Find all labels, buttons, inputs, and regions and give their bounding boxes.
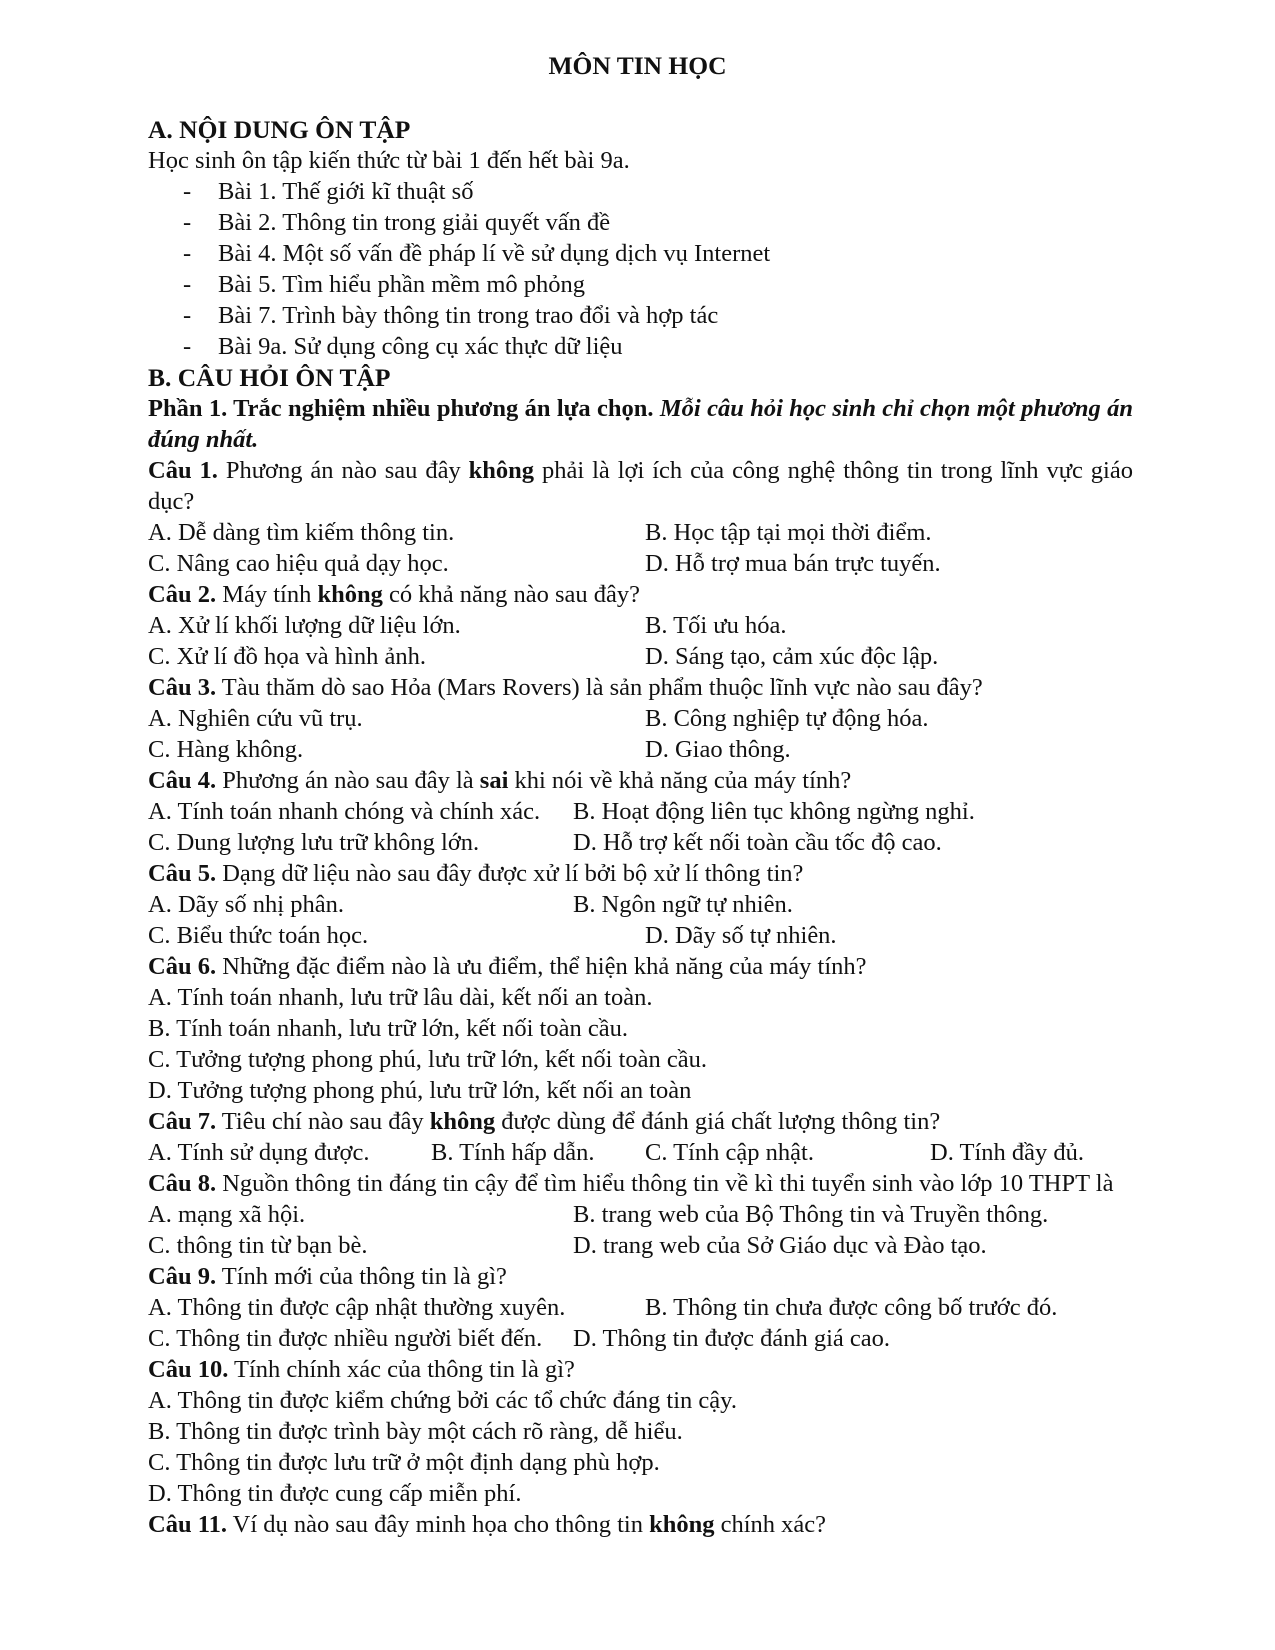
option-c: C. Biểu thức toán học. xyxy=(148,922,369,949)
option-row xyxy=(148,796,1133,827)
question-11 xyxy=(148,1509,1133,1540)
option-row xyxy=(148,1292,1133,1323)
bullet-dash: - xyxy=(183,240,192,267)
option-row xyxy=(148,920,1133,951)
option-d: D. Hỗ trợ mua bán trực tuyến. xyxy=(645,550,941,577)
list-item xyxy=(148,176,1133,207)
section-a-intro: Học sinh ôn tập kiến thức từ bài 1 đến hết bài 9a. xyxy=(148,147,630,174)
option-a: A. Xử lí khối lượng dữ liệu lớn. xyxy=(148,612,461,639)
question-text: Dạng dữ liệu nào sau đây được xử lí bởi bộ xử lí thông tin? xyxy=(216,860,804,887)
question-3 xyxy=(148,672,1133,703)
section-a-heading: A. NỘI DUNG ÔN TẬP xyxy=(148,115,411,144)
question-2 xyxy=(148,579,1133,610)
question-number: Câu 4. xyxy=(148,767,217,794)
question-text: được dùng để đánh giá chất lượng thông tin? xyxy=(495,1108,941,1135)
question-text: Những đặc điểm nào là ưu điểm, thể hiện khả năng của máy tính? xyxy=(216,953,867,980)
list-item xyxy=(148,300,1133,331)
question-6 xyxy=(148,951,1133,982)
page-title: MÔN TIN HỌC xyxy=(548,51,727,80)
list-item xyxy=(148,331,1133,362)
question-number: Câu 1. xyxy=(148,457,218,484)
option-c: C. Xử lí đồ họa và hình ảnh. xyxy=(148,643,426,670)
question-number: Câu 6. xyxy=(148,953,217,980)
option-c: C. Nâng cao hiệu quả dạy học. xyxy=(148,550,449,577)
option-d: D. Dãy số tự nhiên. xyxy=(645,922,837,949)
question-text: Nguồn thông tin đáng tin cậy để tìm hiểu thông tin về kì thi tuyển sinh vào lớp 10 THPT là xyxy=(216,1170,1114,1197)
lesson-list xyxy=(148,176,1133,362)
option-d: D. Sáng tạo, cảm xúc độc lập. xyxy=(645,643,939,670)
part-1-heading xyxy=(148,393,1133,455)
option-d: D. Tính đầy đủ. xyxy=(930,1139,1085,1166)
option-d: D. Tưởng tượng phong phú, lưu trữ lớn, kết nối an toàn xyxy=(148,1077,692,1104)
question-emphasis: không xyxy=(317,581,383,608)
option-row xyxy=(148,734,1133,765)
option-c: C. Tính cập nhật. xyxy=(645,1139,814,1166)
option-b: B. Thông tin được trình bày một cách rõ ràng, dễ hiểu. xyxy=(148,1418,683,1445)
option-a: A. Thông tin được cập nhật thường xuyên. xyxy=(148,1294,566,1321)
option-row xyxy=(148,1230,1133,1261)
question-9 xyxy=(148,1261,1133,1292)
lesson-label: Bài 9a. Sử dụng công cụ xác thực dữ liệu xyxy=(218,333,623,360)
bullet-dash: - xyxy=(183,302,192,329)
option-c: C. thông tin từ bạn bè. xyxy=(148,1232,368,1259)
option-b: B. Tối ưu hóa. xyxy=(645,612,787,639)
list-item xyxy=(148,238,1133,269)
option-c: C. Dung lượng lưu trữ không lớn. xyxy=(148,829,480,856)
question-emphasis: không xyxy=(468,457,535,484)
part-1-instruction: Mỗi câu hỏi học sinh chỉ chọn một phương án đúng nhất. xyxy=(148,395,1133,453)
lesson-label: Bài 5. Tìm hiểu phần mềm mô phỏng xyxy=(218,271,586,298)
option-c: C. Thông tin được nhiều người biết đến. xyxy=(148,1325,543,1352)
lesson-label: Bài 2. Thông tin trong giải quyết vấn đề xyxy=(218,209,611,236)
option-a: A. Thông tin được kiểm chứng bởi các tổ chức đáng tin cậy. xyxy=(148,1387,737,1414)
question-5 xyxy=(148,858,1133,889)
option-row xyxy=(148,889,1133,920)
option-d: D. Thông tin được cung cấp miễn phí. xyxy=(148,1480,522,1507)
question-number: Câu 5. xyxy=(148,860,217,887)
question-emphasis: không xyxy=(649,1511,715,1538)
option-row xyxy=(148,610,1133,641)
option-a: A. Tính toán nhanh, lưu trữ lâu dài, kết nối an toàn. xyxy=(148,984,653,1011)
option-b: B. Tính hấp dẫn. xyxy=(431,1139,595,1166)
question-emphasis: không xyxy=(429,1108,496,1135)
bullet-dash: - xyxy=(183,178,192,205)
question-text: Tiêu chí nào sau đây xyxy=(216,1108,430,1135)
section-b-heading: B. CÂU HỎI ÔN TẬP xyxy=(148,363,391,392)
lesson-label: Bài 7. Trình bày thông tin trong trao đổi và hợp tác xyxy=(218,302,719,329)
question-number: Câu 3. xyxy=(148,674,217,701)
question-number: Câu 10. xyxy=(148,1356,229,1383)
part-1-title: Phần 1. Trắc nghiệm nhiều phương án lựa chọn. xyxy=(148,395,654,422)
list-item xyxy=(148,269,1133,300)
question-8 xyxy=(148,1168,1133,1199)
option-row xyxy=(148,548,1133,579)
list-item xyxy=(148,207,1133,238)
option-row xyxy=(148,641,1133,672)
option-b: B. Công nghiệp tự động hóa. xyxy=(645,705,929,732)
option-b: B. Ngôn ngữ tự nhiên. xyxy=(573,891,793,918)
question-number: Câu 11. xyxy=(148,1511,227,1538)
option-c: C. Tưởng tượng phong phú, lưu trữ lớn, kết nối toàn cầu. xyxy=(148,1046,708,1073)
question-text: Tính mới của thông tin là gì? xyxy=(216,1263,507,1290)
question-4 xyxy=(148,765,1133,796)
option-a: A. Tính sử dụng được. xyxy=(148,1139,370,1166)
question-text: Phương án nào sau đây xyxy=(217,457,469,484)
question-text: chính xác? xyxy=(714,1511,827,1538)
bullet-dash: - xyxy=(183,271,192,298)
option-a: A. Dễ dàng tìm kiếm thông tin. xyxy=(148,519,455,546)
option-a: A. Tính toán nhanh chóng và chính xác. xyxy=(148,798,541,825)
option-b: B. Thông tin chưa được công bố trước đó. xyxy=(645,1294,1058,1321)
option-d: D. Hỗ trợ kết nối toàn cầu tốc độ cao. xyxy=(573,829,942,856)
question-text: Phương án nào sau đây là xyxy=(216,767,480,794)
document-body xyxy=(148,114,1133,1540)
question-7 xyxy=(148,1106,1133,1137)
option-row xyxy=(148,703,1133,734)
option-row xyxy=(148,1199,1133,1230)
option-b: B. trang web của Bộ Thông tin và Truyền thông. xyxy=(573,1201,1049,1228)
question-number: Câu 8. xyxy=(148,1170,217,1197)
question-text: có khả năng nào sau đây? xyxy=(382,581,641,608)
option-d: D. Giao thông. xyxy=(645,736,791,763)
question-1 xyxy=(148,455,1133,517)
option-row xyxy=(148,517,1133,548)
question-text: Tính chính xác của thông tin là gì? xyxy=(228,1356,575,1383)
bullet-dash: - xyxy=(183,333,192,360)
question-10 xyxy=(148,1354,1133,1385)
question-text: phải là lợi ích của công nghệ thông tin trong lĩnh vực giáo dục? xyxy=(148,457,1133,515)
question-number: Câu 9. xyxy=(148,1263,217,1290)
option-d: D. Thông tin được đánh giá cao. xyxy=(573,1325,890,1352)
question-number: Câu 2. xyxy=(148,581,217,608)
option-d: D. trang web của Sở Giáo dục và Đào tạo. xyxy=(573,1232,987,1259)
option-c: C. Thông tin được lưu trữ ở một định dạng phù hợp. xyxy=(148,1449,660,1476)
bullet-dash: - xyxy=(183,209,192,236)
option-c: C. Hàng không. xyxy=(148,736,304,763)
option-b: B. Hoạt động liên tục không ngừng nghỉ. xyxy=(573,798,975,825)
option-a: A. mạng xã hội. xyxy=(148,1201,306,1228)
option-row xyxy=(148,1137,1133,1168)
question-text: Ví dụ nào sau đây minh họa cho thông tin xyxy=(226,1511,650,1538)
option-b: B. Tính toán nhanh, lưu trữ lớn, kết nối toàn cầu. xyxy=(148,1015,628,1042)
question-text: Tàu thăm dò sao Hỏa (Mars Rovers) là sản phẩm thuộc lĩnh vực nào sau đây? xyxy=(216,674,983,701)
question-emphasis: sai xyxy=(479,767,509,794)
option-a: A. Dãy số nhị phân. xyxy=(148,891,344,918)
question-text: Máy tính xyxy=(216,581,318,608)
option-row xyxy=(148,1323,1133,1354)
option-a: A. Nghiên cứu vũ trụ. xyxy=(148,705,363,732)
option-b: B. Học tập tại mọi thời điểm. xyxy=(645,519,932,546)
lesson-label: Bài 4. Một số vấn đề pháp lí về sử dụng dịch vụ Internet xyxy=(218,240,771,267)
question-text: khi nói về khả năng của máy tính? xyxy=(508,767,852,794)
option-row xyxy=(148,827,1133,858)
question-number: Câu 7. xyxy=(148,1108,217,1135)
lesson-label: Bài 1. Thế giới kĩ thuật số xyxy=(218,178,474,205)
